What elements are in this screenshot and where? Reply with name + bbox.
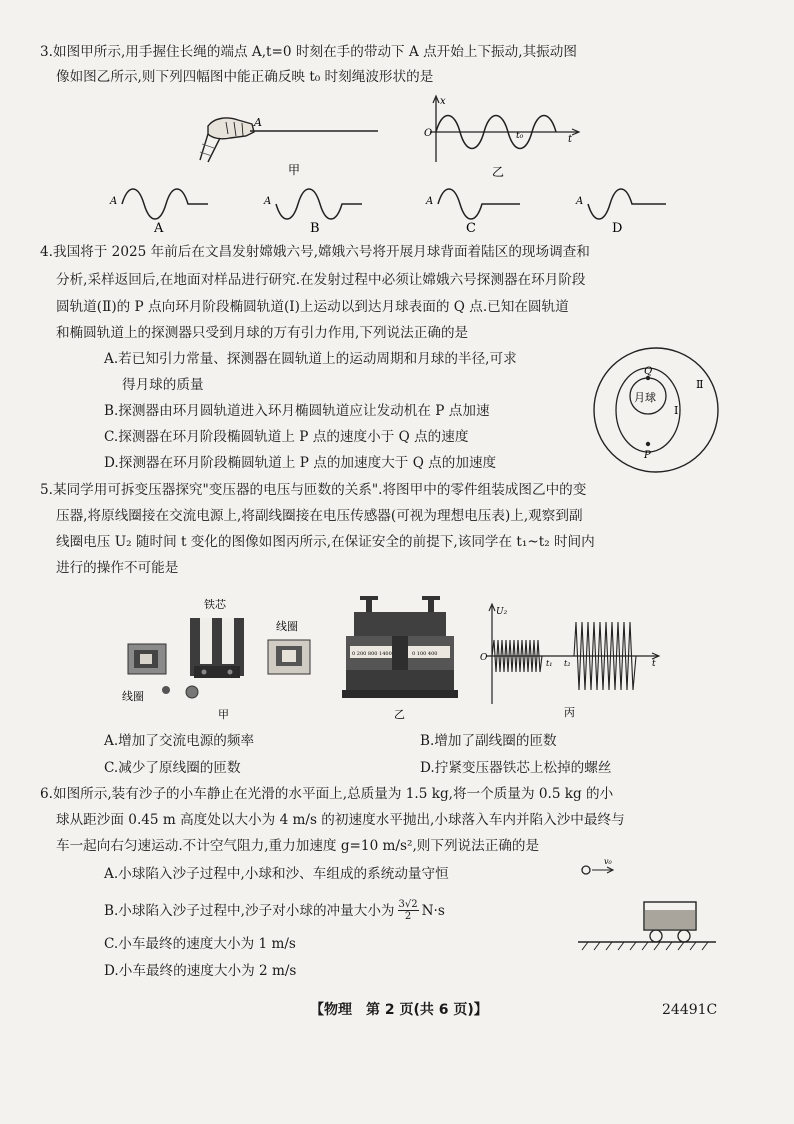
coil-label-left: 线圈 <box>122 690 144 703</box>
circle-orbit-label: Ⅱ <box>696 378 704 391</box>
u2-axis-label: U₂ <box>496 607 508 617</box>
q6-option-d[interactable]: D.小车最终的速度大小为 2 m/s <box>104 963 297 979</box>
ellipse-orbit-label: Ⅰ <box>674 404 679 417</box>
point-p-label: P <box>644 450 651 461</box>
q6-line-2: 球从距沙面 0.45 m 高度处以大小为 4 m/s 的初速度水平抛出,小球落入车内并陷入沙中最终与 <box>56 812 625 828</box>
page-footer: 【物理 第 2 页(共 6 页)】 <box>310 1002 488 1018</box>
assembled-transformer-photo <box>342 596 458 698</box>
core-label: 铁芯 <box>204 598 226 611</box>
fraction-numerator: 3√2 <box>398 899 418 910</box>
q3-opt-b-point: A <box>264 196 272 207</box>
q3-yi-caption: 乙 <box>492 165 505 179</box>
cart-with-sand <box>644 902 696 942</box>
q6-option-b-text: B.小球陷入沙子过程中,沙子对小球的冲量大小为 <box>104 902 395 919</box>
t1-label: t₁ <box>546 659 553 668</box>
coil-photo-left <box>128 644 166 674</box>
q3-opt-b-label: B <box>310 221 320 236</box>
q3-opt-a-point: A <box>110 196 118 207</box>
q4-line-2: 分析,采样返回后,在地面对样品进行研究.在发射过程中必须让嫦娥六号探测器在环月阶段 <box>56 272 586 288</box>
scale-right-text: 0 100 400 <box>412 651 438 657</box>
t2-label: t₂ <box>564 659 571 668</box>
q5-figure-bing <box>478 600 664 720</box>
q5-yi-caption: 乙 <box>394 708 405 721</box>
q3-opt-c-point: A <box>426 196 434 207</box>
q3-option-a[interactable] <box>108 180 214 236</box>
q4-option-a[interactable]: A.若已知引力常量、探测器在圆轨道上的运动周期和月球的半径,可求 <box>104 351 517 367</box>
hand-icon <box>200 118 254 162</box>
q5-bing-caption: 丙 <box>564 706 575 719</box>
q3-yi-origin: O <box>424 128 433 139</box>
elliptical-orbit <box>616 368 680 452</box>
moon-label: 月球 <box>634 391 656 404</box>
q3-yi-x-label: t <box>568 134 573 145</box>
q5-line-2: 压器,将原线圈接在交流电源上,将副线圈接在电压传感器(可视为理想电压表)上,观察到副 <box>56 508 583 524</box>
q3-jia-point-label: A <box>254 116 262 129</box>
q4-option-b[interactable]: B.探测器由环月圆轨道进入环月椭圆轨道应让发动机在 P 点加速 <box>104 403 490 419</box>
q4-option-d[interactable]: D.探测器在环月阶段椭圆轨道上 P 点的加速度大于 Q 点的加速度 <box>104 455 497 471</box>
wheel-icon <box>678 930 690 942</box>
q3-opt-d-label: D <box>612 221 623 236</box>
bing-origin: O <box>480 653 488 663</box>
q5-jia-caption: 甲 <box>218 708 229 721</box>
q3-option-b[interactable] <box>262 180 368 236</box>
wheel-icon <box>650 930 662 942</box>
ball-icon <box>582 866 590 874</box>
q5-figure-yi <box>340 590 460 724</box>
q5-figure-jia <box>118 592 338 724</box>
q5-line-3: 线圈电压 U₂ 随时间 t 变化的图像如图丙所示,在保证安全的前提下,该同学在 t₁~t₂ 时间内 <box>56 534 595 550</box>
q4-line-3: 圆轨道(Ⅱ)的 P 点向环月阶段椭圆轨道(Ⅰ)上运动以到达月球表面的 Q 点.已知在圆轨道 <box>56 299 569 315</box>
q3-yi-t0-label: t₀ <box>516 131 524 141</box>
q4-line-4: 和椭圆轨道上的探测器只受到月球的万有引力作用,下列说法正确的是 <box>56 325 469 341</box>
q6-figure <box>572 850 722 956</box>
q3-line-1: 3.如图甲所示,用手握住长绳的端点 A,t=0 时刻在手的带动下 A 点开始上下振动,其振动图 <box>40 44 577 60</box>
point-q-label: Q <box>644 366 653 377</box>
q4-option-c[interactable]: C.探测器在环月阶段椭圆轨道上 P 点的速度小于 Q 点的速度 <box>104 429 469 445</box>
impulse-fraction <box>398 899 419 922</box>
coil-label-right: 线圈 <box>276 620 298 633</box>
u-core-photo <box>190 618 244 678</box>
q3-figure-yi <box>420 92 590 182</box>
q3-figure-jia <box>190 100 390 180</box>
q4-orbit-figure <box>590 344 720 476</box>
q3-yi-y-label: x <box>440 96 446 107</box>
q5-line-1: 5.某同学用可拆变压器探究"变压器的电压与匝数的关系".将图甲中的零件组装成图乙中的变 <box>40 482 587 498</box>
q3-opt-a-label: A <box>154 221 164 236</box>
q3-line-2: 像如图乙所示,则下列四幅图中能正确反映 t₀ 时刻绳波形状的是 <box>56 69 434 85</box>
q6-line-1: 6.如图所示,装有沙子的小车静止在光滑的水平面上,总质量为 1.5 kg,将一个质量为 0.5 kg 的小 <box>40 786 614 802</box>
q6-line-3: 车一起向右匀速运动.不计空气阻力,重力加速度 g=10 m/s²,则下列说法正确的是 <box>56 838 540 854</box>
q3-opt-c-label: C <box>466 221 476 236</box>
q5-option-a[interactable]: A.增加了交流电源的频率 <box>104 733 255 749</box>
q3-option-c[interactable] <box>424 180 530 236</box>
q5-line-4: 进行的操作不可能是 <box>56 560 179 576</box>
q3-jia-caption: 甲 <box>288 163 301 177</box>
bing-x-label: t <box>652 659 656 669</box>
coil-photo-right <box>268 640 310 674</box>
q4-line-1: 4.我国将于 2025 年前后在文昌发射嫦娥六号,嫦娥六号将开展月球背面着陆区的现场调查和 <box>40 244 590 260</box>
q3-opt-d-point: A <box>576 196 584 207</box>
q6-option-c[interactable]: C.小车最终的速度大小为 1 m/s <box>104 936 296 952</box>
q6-option-b[interactable] <box>104 899 445 922</box>
q5-option-c[interactable]: C.减少了原线圈的匝数 <box>104 760 241 776</box>
circular-orbit <box>594 348 718 472</box>
q5-option-b[interactable]: B.增加了副线圈的匝数 <box>420 733 557 749</box>
q5-option-d[interactable]: D.拧紧变压器铁芯上松掉的螺丝 <box>420 760 612 776</box>
q6-option-b-unit: N·s <box>421 902 445 919</box>
q3-option-d[interactable] <box>574 180 680 236</box>
u2-waveform-before <box>492 640 542 672</box>
fraction-denominator: 2 <box>404 911 412 922</box>
velocity-label: v₀ <box>604 857 612 866</box>
screw-icon <box>162 686 198 698</box>
q6-option-a[interactable]: A.小球陷入沙子过程中,小球和沙、车组成的系统动量守恒 <box>104 866 449 882</box>
scale-left-text: 0 200 800 1400 <box>352 651 392 657</box>
exam-code: 24491C <box>662 1002 718 1018</box>
q4-option-a-cont: 得月球的质量 <box>122 377 204 393</box>
